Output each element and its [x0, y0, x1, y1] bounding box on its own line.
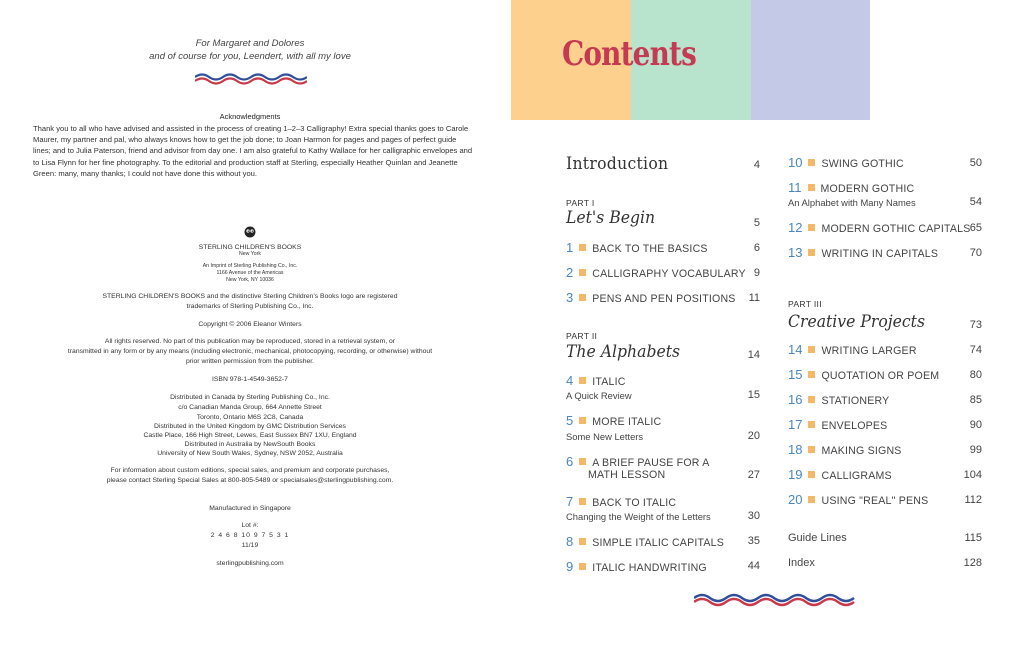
introduction-label[interactable]: Introduction: [566, 154, 669, 174]
chapter-title: QUOTATION OR POEM: [821, 370, 940, 382]
bullet-square-icon: [808, 471, 815, 478]
dedication-line-1: For Margaret and Dolores: [195, 38, 305, 49]
chapter-number: 4: [566, 373, 574, 388]
publisher-city: New York: [239, 251, 261, 257]
acknowledgments-title: Acknowledgments: [219, 112, 281, 121]
chapter-9[interactable]: [566, 559, 707, 574]
distribution-line-7: University of New South Wales, Sydney, NSW 2052, Australia: [157, 450, 343, 457]
guide-lines-page: 115: [964, 532, 982, 544]
rights-line-1: All rights reserved. No part of this publication may be reproduced, stored in a retrieval system, or: [104, 338, 396, 345]
part2-title[interactable]: The Alphabets: [566, 342, 681, 362]
bullet-square-icon: [579, 563, 586, 570]
chapter-number: 20: [788, 492, 803, 507]
distribution-line-6: Distributed in Australia by NewSouth Books: [184, 441, 316, 448]
bullet-square-icon: [808, 446, 815, 453]
bullet-square-icon: [579, 269, 586, 276]
chapter-6[interactable]: [566, 454, 709, 469]
chapter-16-page: 85: [969, 394, 982, 406]
chapter-10[interactable]: [788, 155, 904, 170]
chapter-title: PENS AND PEN POSITIONS: [592, 293, 736, 305]
chapter-title: BACK TO ITALIC: [592, 497, 677, 509]
introduction-page: 4: [753, 159, 760, 171]
chapter-13[interactable]: [788, 245, 938, 260]
chapter-5-page: 20: [747, 430, 760, 442]
chapter-10-page: 50: [969, 157, 982, 169]
copyright-line: Copyright © 2006 Eleanor Winters: [198, 321, 302, 328]
info-line-1: For information about custom editions, special sales, and premium and corporate purchases,: [110, 467, 390, 474]
chapter-title: MORE ITALIC: [592, 416, 662, 428]
chapter-title: WRITING LARGER: [821, 345, 917, 357]
chapter-2-page: 9: [753, 267, 760, 279]
imprint-line-3: New York, NY 10036: [226, 277, 274, 283]
index-label[interactable]: Index: [788, 557, 815, 569]
chapter-17[interactable]: [788, 417, 887, 432]
part3-page: 73: [969, 319, 982, 331]
chapter-9-page: 44: [747, 560, 760, 572]
manufactured: Manufactured in Singapore: [209, 505, 291, 512]
chapter-number: 7: [566, 494, 574, 509]
chapter-18[interactable]: [788, 442, 902, 457]
rights-line-3: prior written permission from the publisher.: [185, 358, 315, 365]
chapter-3[interactable]: [566, 290, 736, 305]
chapter-11-subtitle: An Alphabet with Many Names: [788, 197, 916, 208]
decorative-wave-icon: [195, 72, 307, 86]
bullet-square-icon: [579, 498, 586, 505]
chapter-20-page: 112: [964, 494, 982, 506]
distribution-line-4: Distributed in the United Kingdom by GMC Distribution Services: [154, 423, 346, 430]
lot-label: Lot #:: [241, 522, 259, 529]
decorative-wave-icon: [694, 592, 858, 608]
chapter-title: SIMPLE ITALIC CAPITALS: [592, 537, 724, 549]
website: sterlingpublishing.com: [216, 560, 284, 567]
distribution-line-2: c/o Canadian Manda Group, 664 Annette Street: [178, 404, 322, 411]
chapter-number: 15: [788, 367, 803, 382]
chapter-16[interactable]: [788, 392, 889, 407]
imprint-line-2: 1166 Avenue of the Americas: [216, 270, 284, 276]
distribution-line-3: Toronto, Ontario M6S 2C8, Canada: [196, 414, 304, 421]
chapter-number: 9: [566, 559, 574, 574]
chapter-11-page: 54: [969, 196, 982, 208]
isbn: ISBN 978-1-4549-3652-7: [212, 376, 288, 383]
bullet-square-icon: [808, 159, 815, 166]
chapter-number: 11: [788, 180, 802, 195]
chapter-number: 6: [566, 454, 574, 469]
chapter-number: 14: [788, 342, 803, 357]
distribution-line-5: Castle Place, 166 High Street, Lewes, East Sussex BN7 1XU, England: [143, 432, 357, 439]
part1-title[interactable]: Let's Begin: [566, 208, 656, 228]
chapter-14-page: 74: [969, 344, 982, 356]
chapter-title: ENVELOPES: [821, 420, 888, 432]
chapter-number: 1: [566, 240, 574, 255]
chapter-19[interactable]: [788, 467, 892, 482]
index-page: 128: [963, 557, 982, 569]
chapter-1[interactable]: [566, 240, 708, 255]
bullet-square-icon: [808, 396, 815, 403]
bullet-square-icon: [808, 184, 815, 191]
chapter-title: BACK TO THE BASICS: [592, 243, 708, 255]
chapter-number: 3: [566, 290, 574, 305]
chapter-title: ITALIC HANDWRITING: [592, 562, 707, 574]
chapter-17-page: 90: [969, 419, 982, 431]
chapter-15-page: 80: [969, 369, 982, 381]
chapter-14[interactable]: [788, 342, 917, 357]
rights-line-2: transmitted in any form or by any means (including electronic, mechanical, photocopying, recording, or otherwise) without: [67, 348, 433, 355]
chapter-title: MODERN GOTHIC CAPITALS: [821, 223, 971, 235]
acknowledgments-text: Thank you to all who have advised and assisted in the process of creating 1–2–3 Calligraphy! Extra special thanks goes to Carole Maurer, my partner and pal, who always knows how to get the job done; to Joan Harmon for pages and pages of perfect guide lines; and to Julia Paterson, friend and advisor from day one. I am also grateful to Kathy Wallace for her calligraphic envelopes and to Lisa Flynn for her fine photography. To the editorial and production staff at Sterling, especially Heather Quinlan and Jeanette Green: many, many thanks; I could not have done this without you.: [33, 124, 473, 178]
chapter-6-title-line-2: MATH LESSON: [588, 469, 666, 481]
trademark-line-2: trademarks of Sterling Publishing Co., Inc.: [186, 303, 314, 310]
chapter-number: 12: [788, 220, 803, 235]
chapter-12-page: 65: [969, 222, 982, 234]
chapter-15[interactable]: [788, 367, 939, 382]
imprint-line-1: An Imprint of Sterling Publishing Co., Inc.: [202, 263, 298, 269]
chapter-number: 19: [788, 467, 803, 482]
chapter-title: CALLIGRAPHY VOCABULARY: [592, 268, 746, 280]
bullet-square-icon: [808, 249, 815, 256]
bullet-square-icon: [579, 538, 586, 545]
contents-title: Contents: [562, 34, 696, 74]
chapter-6-page: 27: [747, 469, 760, 481]
chapter-number: 17: [788, 417, 803, 432]
part3-label: PART III: [788, 299, 822, 309]
info-line-2: please contact Sterling Special Sales at 800-805-5489 or specialsales@sterlingpublishing.com.: [106, 477, 394, 484]
chapter-title: MAKING SIGNS: [821, 445, 902, 457]
bullet-square-icon: [808, 224, 815, 231]
bullet-square-icon: [808, 371, 815, 378]
chapter-5[interactable]: [566, 413, 661, 428]
bullet-square-icon: [808, 346, 815, 353]
chapter-title: USING "REAL" PENS: [821, 495, 929, 507]
chapter-19-page: 104: [963, 469, 982, 481]
bullet-square-icon: [579, 294, 586, 301]
chapter-7-subtitle: Changing the Weight of the Letters: [566, 511, 711, 522]
chapter-1-page: 6: [753, 242, 760, 254]
guide-lines-label[interactable]: Guide Lines: [788, 532, 847, 544]
chapter-number: 18: [788, 442, 803, 457]
chapter-title: STATIONERY: [821, 395, 890, 407]
chapter-number: 13: [788, 245, 803, 260]
chapter-title: MODERN GOTHIC: [820, 183, 915, 195]
chapter-8[interactable]: [566, 534, 724, 549]
publisher-name: STERLING CHILDREN'S BOOKS: [198, 244, 302, 251]
part1-page: 5: [753, 217, 760, 229]
chapter-7-page: 30: [747, 510, 760, 522]
bullet-square-icon: [579, 458, 586, 465]
chapter-title: ITALIC: [592, 376, 626, 388]
sterling-logo-icon: [244, 226, 256, 238]
chapter-20[interactable]: [788, 492, 928, 507]
chapter-number: 5: [566, 413, 574, 428]
chapter-number: 8: [566, 534, 574, 549]
chapter-3-page: 11: [748, 292, 760, 304]
trademark-line-1: STERLING CHILDREN'S BOOKS and the distinctive Sterling Children's Books logo are registered: [102, 293, 398, 300]
chapter-2[interactable]: [566, 265, 746, 280]
chapter-8-page: 35: [747, 535, 760, 547]
part2-page: 14: [747, 349, 760, 361]
bullet-square-icon: [808, 421, 815, 428]
chapter-7[interactable]: [566, 494, 676, 509]
distribution-line-1: Distributed in Canada by Sterling Publishing Co., Inc.: [170, 394, 330, 401]
chapter-title: CALLIGRAMS: [821, 470, 892, 482]
chapter-4-subtitle: A Quick Review: [566, 390, 632, 401]
bullet-square-icon: [579, 377, 586, 384]
chapter-number: 16: [788, 392, 803, 407]
part1-label: PART I: [566, 198, 595, 208]
chapter-5-subtitle: Some New Letters: [566, 431, 644, 442]
bullet-square-icon: [579, 244, 586, 251]
chapter-title: WRITING IN CAPITALS: [821, 248, 939, 260]
chapter-18-page: 99: [969, 444, 982, 456]
chapter-13-page: 70: [969, 247, 982, 259]
printing-numbers: 2 4 6 8 10 9 7 5 3 1: [210, 532, 290, 539]
part3-title[interactable]: Creative Projects: [788, 312, 925, 332]
chapter-11[interactable]: [788, 180, 914, 195]
chapter-number: 10: [788, 155, 803, 170]
chapter-number: 2: [566, 265, 574, 280]
color-band-blue: [751, 0, 870, 120]
dedication-line-2: and of course for you, Leendert, with all my love: [149, 51, 351, 62]
part2-label: PART II: [566, 331, 598, 341]
bullet-square-icon: [579, 417, 586, 424]
chapter-4[interactable]: [566, 373, 626, 388]
bullet-square-icon: [808, 496, 815, 503]
printing-date: 11/19: [241, 542, 259, 549]
chapter-title: SWING GOTHIC: [821, 158, 904, 170]
chapter-title: A BRIEF PAUSE FOR A: [592, 457, 710, 469]
chapter-4-page: 15: [747, 389, 760, 401]
